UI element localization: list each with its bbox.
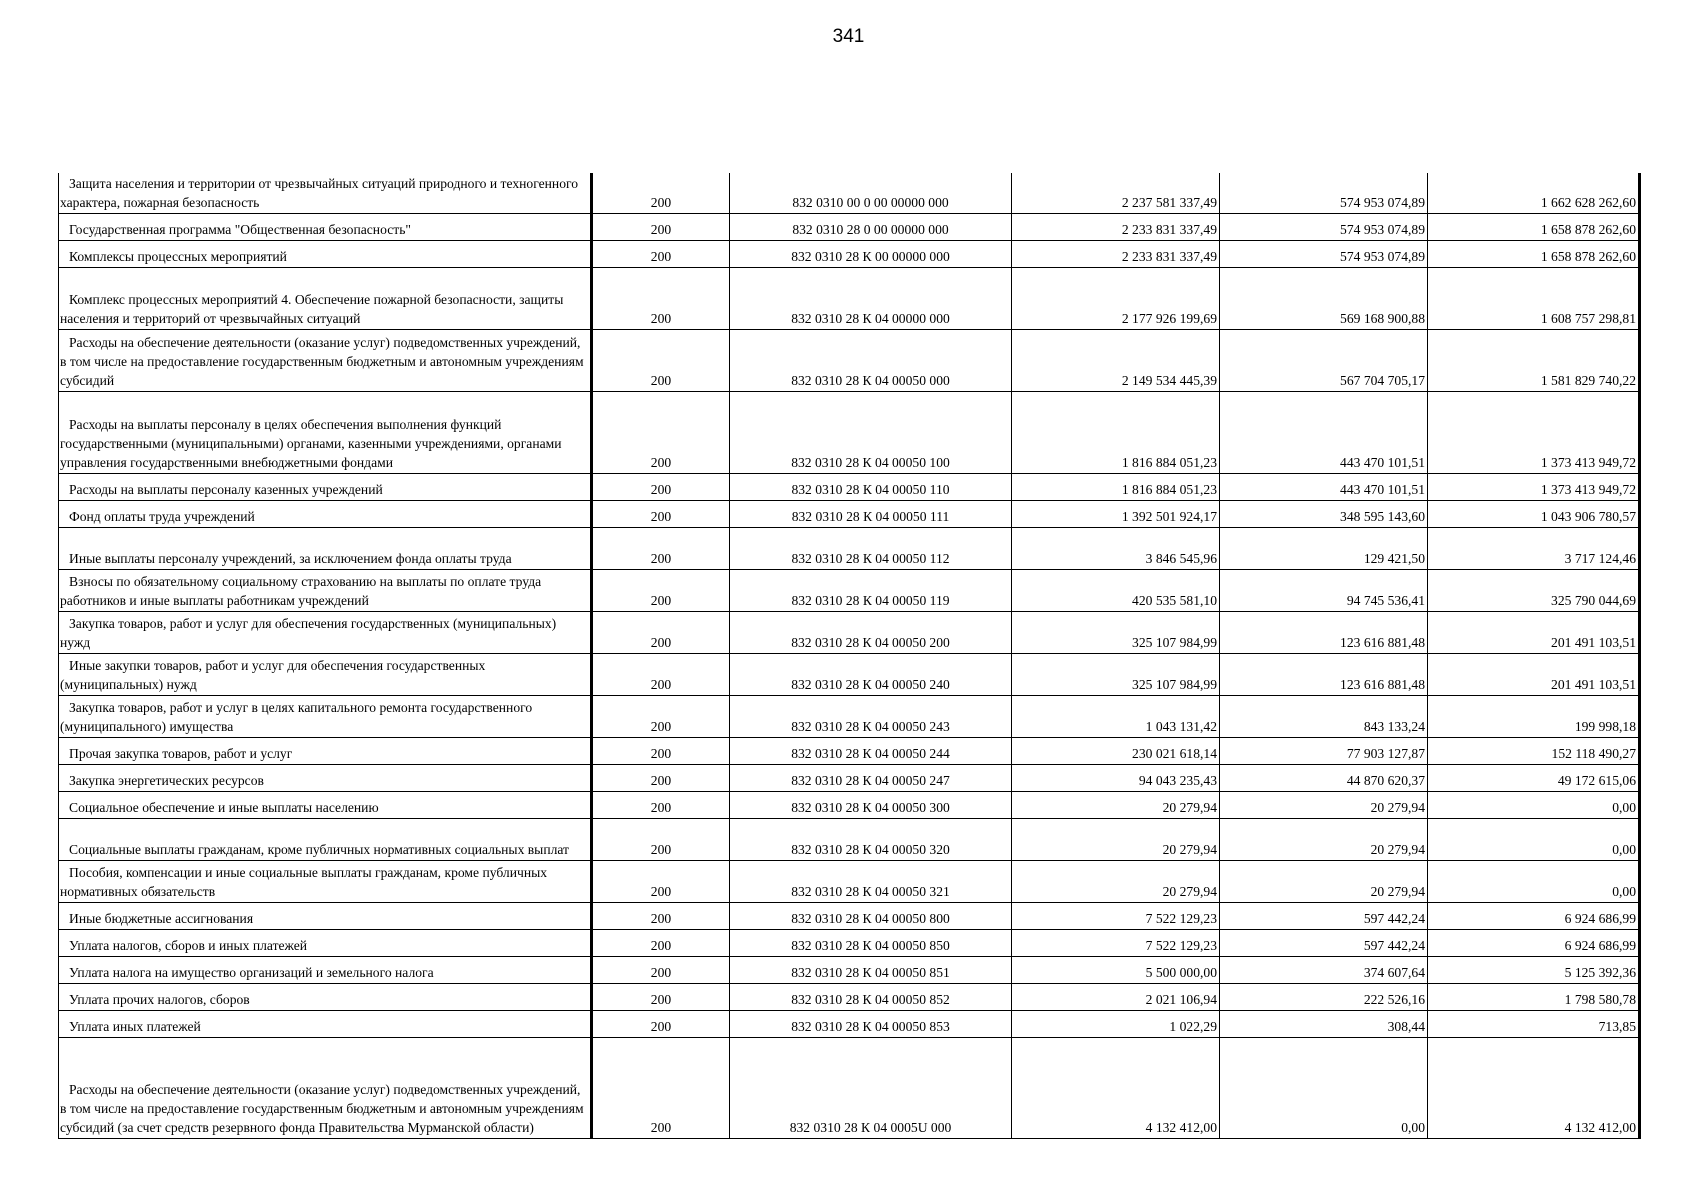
- row-value-2: 574 953 074,89: [1220, 240, 1428, 267]
- row-kbk: 832 0310 28 К 04 00050 800: [730, 902, 1012, 929]
- row-kbk: 832 0310 28 К 04 00050 247: [730, 764, 1012, 791]
- row-name: Прочая закупка товаров, работ и услуг: [59, 737, 592, 764]
- row-value-2: 569 168 900,88: [1220, 267, 1428, 329]
- row-name: Защита населения и территории от чрезвычайных ситуаций природного и техногенного характера, пожарная безопасность: [59, 173, 592, 213]
- row-code: 200: [592, 653, 730, 695]
- row-value-3: 0,00: [1428, 818, 1640, 860]
- row-value-3: 1 373 413 949,72: [1428, 473, 1640, 500]
- row-name: Иные закупки товаров, работ и услуг для обеспечения государственных (муниципальных) нужд: [59, 653, 592, 695]
- row-code: 200: [592, 527, 730, 569]
- row-code: 200: [592, 1037, 730, 1138]
- row-value-1: 2 021 106,94: [1012, 983, 1220, 1010]
- row-kbk: 832 0310 28 К 04 00050 852: [730, 983, 1012, 1010]
- row-kbk: 832 0310 28 К 04 0005U 000: [730, 1037, 1012, 1138]
- budget-table-body: [59, 173, 1640, 1138]
- table-row: [59, 983, 1640, 1010]
- table-row: [59, 764, 1640, 791]
- row-kbk: 832 0310 28 К 04 00050 111: [730, 500, 1012, 527]
- row-value-3: 201 491 103,51: [1428, 611, 1640, 653]
- row-value-3: 713,85: [1428, 1010, 1640, 1037]
- table-row: [59, 527, 1640, 569]
- row-code: 200: [592, 791, 730, 818]
- row-kbk: 832 0310 28 К 04 00050 243: [730, 695, 1012, 737]
- row-kbk: 832 0310 28 К 04 00050 244: [730, 737, 1012, 764]
- page-number: 341: [832, 26, 865, 47]
- row-value-1: 2 149 534 445,39: [1012, 329, 1220, 391]
- row-value-3: 3 717 124,46: [1428, 527, 1640, 569]
- row-value-2: 129 421,50: [1220, 527, 1428, 569]
- row-name: Закупка товаров, работ и услуг для обеспечения государственных (муниципальных) нужд: [59, 611, 592, 653]
- row-code: 200: [592, 500, 730, 527]
- row-value-2: 222 526,16: [1220, 983, 1428, 1010]
- row-value-2: 20 279,94: [1220, 818, 1428, 860]
- row-value-2: 843 133,24: [1220, 695, 1428, 737]
- row-name: Уплата прочих налогов, сборов: [59, 983, 592, 1010]
- table-row: [59, 391, 1640, 473]
- row-code: 200: [592, 240, 730, 267]
- table-row: [59, 695, 1640, 737]
- row-value-3: 0,00: [1428, 860, 1640, 902]
- table-row: [59, 611, 1640, 653]
- row-value-1: 20 279,94: [1012, 818, 1220, 860]
- table-row: [59, 956, 1640, 983]
- row-value-2: 374 607,64: [1220, 956, 1428, 983]
- row-value-2: 123 616 881,48: [1220, 611, 1428, 653]
- row-value-2: 443 470 101,51: [1220, 391, 1428, 473]
- row-value-1: 1 816 884 051,23: [1012, 473, 1220, 500]
- row-code: 200: [592, 473, 730, 500]
- row-code: 200: [592, 818, 730, 860]
- row-code: 200: [592, 569, 730, 611]
- row-name: Иные бюджетные ассигнования: [59, 902, 592, 929]
- row-value-2: 0,00: [1220, 1037, 1428, 1138]
- row-value-1: 4 132 412,00: [1012, 1037, 1220, 1138]
- row-kbk: 832 0310 28 К 04 00050 000: [730, 329, 1012, 391]
- row-value-3: 1 798 580,78: [1428, 983, 1640, 1010]
- row-name: Государственная программа "Общественная безопасность": [59, 213, 592, 240]
- row-code: 200: [592, 737, 730, 764]
- row-name: Расходы на обеспечение деятельности (оказание услуг) подведомственных учреждений, в том числе на предоставление государственным бюджетным и автономным учреждениям субсидий: [59, 329, 592, 391]
- row-value-3: 201 491 103,51: [1428, 653, 1640, 695]
- row-kbk: 832 0310 28 К 04 00050 110: [730, 473, 1012, 500]
- row-value-1: 325 107 984,99: [1012, 653, 1220, 695]
- row-name: Уплата налога на имущество организаций и земельного налога: [59, 956, 592, 983]
- row-name: Закупка товаров, работ и услуг в целях капитального ремонта государственного (муниципального) имущества: [59, 695, 592, 737]
- table-row: [59, 329, 1640, 391]
- row-value-2: 94 745 536,41: [1220, 569, 1428, 611]
- row-code: 200: [592, 1010, 730, 1037]
- row-value-2: 574 953 074,89: [1220, 173, 1428, 213]
- row-value-1: 1 022,29: [1012, 1010, 1220, 1037]
- row-value-1: 7 522 129,23: [1012, 929, 1220, 956]
- row-kbk: 832 0310 28 К 00 00000 000: [730, 240, 1012, 267]
- row-code: 200: [592, 764, 730, 791]
- row-value-1: 2 177 926 199,69: [1012, 267, 1220, 329]
- row-value-2: 20 279,94: [1220, 860, 1428, 902]
- row-name: Взносы по обязательному социальному страхованию на выплаты по оплате труда работников и иные выплаты работникам учреждений: [59, 569, 592, 611]
- row-code: 200: [592, 611, 730, 653]
- row-value-1: 325 107 984,99: [1012, 611, 1220, 653]
- row-value-1: 2 233 831 337,49: [1012, 240, 1220, 267]
- row-value-1: 420 535 581,10: [1012, 569, 1220, 611]
- row-value-3: 1 658 878 262,60: [1428, 240, 1640, 267]
- row-value-1: 20 279,94: [1012, 860, 1220, 902]
- row-value-1: 5 500 000,00: [1012, 956, 1220, 983]
- row-kbk: 832 0310 28 К 04 00050 300: [730, 791, 1012, 818]
- row-value-1: 1 043 131,42: [1012, 695, 1220, 737]
- row-name: Социальные выплаты гражданам, кроме публичных нормативных социальных выплат: [59, 818, 592, 860]
- row-value-3: 0,00: [1428, 791, 1640, 818]
- row-code: 200: [592, 983, 730, 1010]
- row-value-3: 325 790 044,69: [1428, 569, 1640, 611]
- row-kbk: 832 0310 28 К 04 00050 321: [730, 860, 1012, 902]
- row-value-3: 1 658 878 262,60: [1428, 213, 1640, 240]
- row-value-1: 94 043 235,43: [1012, 764, 1220, 791]
- row-value-2: 20 279,94: [1220, 791, 1428, 818]
- row-name: Комплексы процессных мероприятий: [59, 240, 592, 267]
- row-kbk: 832 0310 28 К 04 00050 853: [730, 1010, 1012, 1037]
- table-row: [59, 213, 1640, 240]
- row-value-3: 152 118 490,27: [1428, 737, 1640, 764]
- row-value-2: 567 704 705,17: [1220, 329, 1428, 391]
- row-value-3: 6 924 686,99: [1428, 929, 1640, 956]
- row-kbk: 832 0310 28 К 04 00050 200: [730, 611, 1012, 653]
- row-name: Расходы на выплаты персоналу казенных учреждений: [59, 473, 592, 500]
- row-kbk: 832 0310 28 К 04 00050 851: [730, 956, 1012, 983]
- row-name: Иные выплаты персоналу учреждений, за исключением фонда оплаты труда: [59, 527, 592, 569]
- row-value-2: 597 442,24: [1220, 902, 1428, 929]
- row-value-2: 443 470 101,51: [1220, 473, 1428, 500]
- row-value-1: 7 522 129,23: [1012, 902, 1220, 929]
- row-value-3: 49 172 615,06: [1428, 764, 1640, 791]
- table-row: [59, 818, 1640, 860]
- row-kbk: 832 0310 28 0 00 00000 000: [730, 213, 1012, 240]
- row-value-3: 1 043 906 780,57: [1428, 500, 1640, 527]
- row-value-1: 230 021 618,14: [1012, 737, 1220, 764]
- row-name: Закупка энергетических ресурсов: [59, 764, 592, 791]
- row-name: Социальное обеспечение и иные выплаты населению: [59, 791, 592, 818]
- row-code: 200: [592, 695, 730, 737]
- table-row: [59, 473, 1640, 500]
- table-row: [59, 791, 1640, 818]
- row-value-2: 44 870 620,37: [1220, 764, 1428, 791]
- row-value-1: 2 233 831 337,49: [1012, 213, 1220, 240]
- row-value-3: 199 998,18: [1428, 695, 1640, 737]
- row-value-1: 20 279,94: [1012, 791, 1220, 818]
- row-code: 200: [592, 902, 730, 929]
- row-value-3: 1 662 628 262,60: [1428, 173, 1640, 213]
- table-row: [59, 653, 1640, 695]
- row-value-2: 77 903 127,87: [1220, 737, 1428, 764]
- table-row: [59, 267, 1640, 329]
- row-kbk: 832 0310 28 К 04 00050 119: [730, 569, 1012, 611]
- table-row: [59, 240, 1640, 267]
- table-row: [59, 569, 1640, 611]
- row-name: Фонд оплаты труда учреждений: [59, 500, 592, 527]
- row-value-1: 1 816 884 051,23: [1012, 391, 1220, 473]
- row-value-1: 1 392 501 924,17: [1012, 500, 1220, 527]
- table-row: [59, 1010, 1640, 1037]
- row-value-2: 123 616 881,48: [1220, 653, 1428, 695]
- row-kbk: 832 0310 28 К 04 00050 320: [730, 818, 1012, 860]
- row-name: Комплекс процессных мероприятий 4. Обеспечение пожарной безопасности, защиты населения и территорий от чрезвычайных ситуаций: [59, 267, 592, 329]
- row-value-2: 348 595 143,60: [1220, 500, 1428, 527]
- row-value-2: 574 953 074,89: [1220, 213, 1428, 240]
- row-kbk: 832 0310 28 К 04 00050 850: [730, 929, 1012, 956]
- row-name: Уплата налогов, сборов и иных платежей: [59, 929, 592, 956]
- row-code: 200: [592, 929, 730, 956]
- row-name: Расходы на выплаты персоналу в целях обеспечения выполнения функций государственными (муниципальными) органами, казенными учреждениями, органами управления государственными внебюджетными фондами: [59, 391, 592, 473]
- row-code: 200: [592, 173, 730, 213]
- table-row: [59, 1037, 1640, 1138]
- table-row: [59, 500, 1640, 527]
- table-row: [59, 860, 1640, 902]
- table-row: [59, 737, 1640, 764]
- row-kbk: 832 0310 00 0 00 00000 000: [730, 173, 1012, 213]
- row-code: 200: [592, 391, 730, 473]
- row-code: 200: [592, 860, 730, 902]
- row-code: 200: [592, 213, 730, 240]
- row-value-1: 3 846 545,96: [1012, 527, 1220, 569]
- row-value-2: 597 442,24: [1220, 929, 1428, 956]
- row-kbk: 832 0310 28 К 04 00050 240: [730, 653, 1012, 695]
- row-code: 200: [592, 956, 730, 983]
- row-name: Уплата иных платежей: [59, 1010, 592, 1037]
- row-code: 200: [592, 329, 730, 391]
- row-kbk: 832 0310 28 К 04 00050 112: [730, 527, 1012, 569]
- row-value-1: 2 237 581 337,49: [1012, 173, 1220, 213]
- row-value-3: 1 373 413 949,72: [1428, 391, 1640, 473]
- row-value-3: 6 924 686,99: [1428, 902, 1640, 929]
- table-row: [59, 173, 1640, 213]
- row-value-3: 1 608 757 298,81: [1428, 267, 1640, 329]
- table-row: [59, 929, 1640, 956]
- row-name: Пособия, компенсации и иные социальные выплаты гражданам, кроме публичных нормативных обязательств: [59, 860, 592, 902]
- row-value-3: 1 581 829 740,22: [1428, 329, 1640, 391]
- row-value-3: 4 132 412,00: [1428, 1037, 1640, 1138]
- row-kbk: 832 0310 28 К 04 00000 000: [730, 267, 1012, 329]
- row-code: 200: [592, 267, 730, 329]
- budget-table: [58, 173, 1641, 1139]
- row-kbk: 832 0310 28 К 04 00050 100: [730, 391, 1012, 473]
- table-row: [59, 902, 1640, 929]
- row-value-2: 308,44: [1220, 1010, 1428, 1037]
- row-name: Расходы на обеспечение деятельности (оказание услуг) подведомственных учреждений, в том числе на предоставление государственным бюджетным и автономным учреждениям субсидий (за счет средств резервного фонда Правительства Мурманской области): [59, 1037, 592, 1138]
- row-value-3: 5 125 392,36: [1428, 956, 1640, 983]
